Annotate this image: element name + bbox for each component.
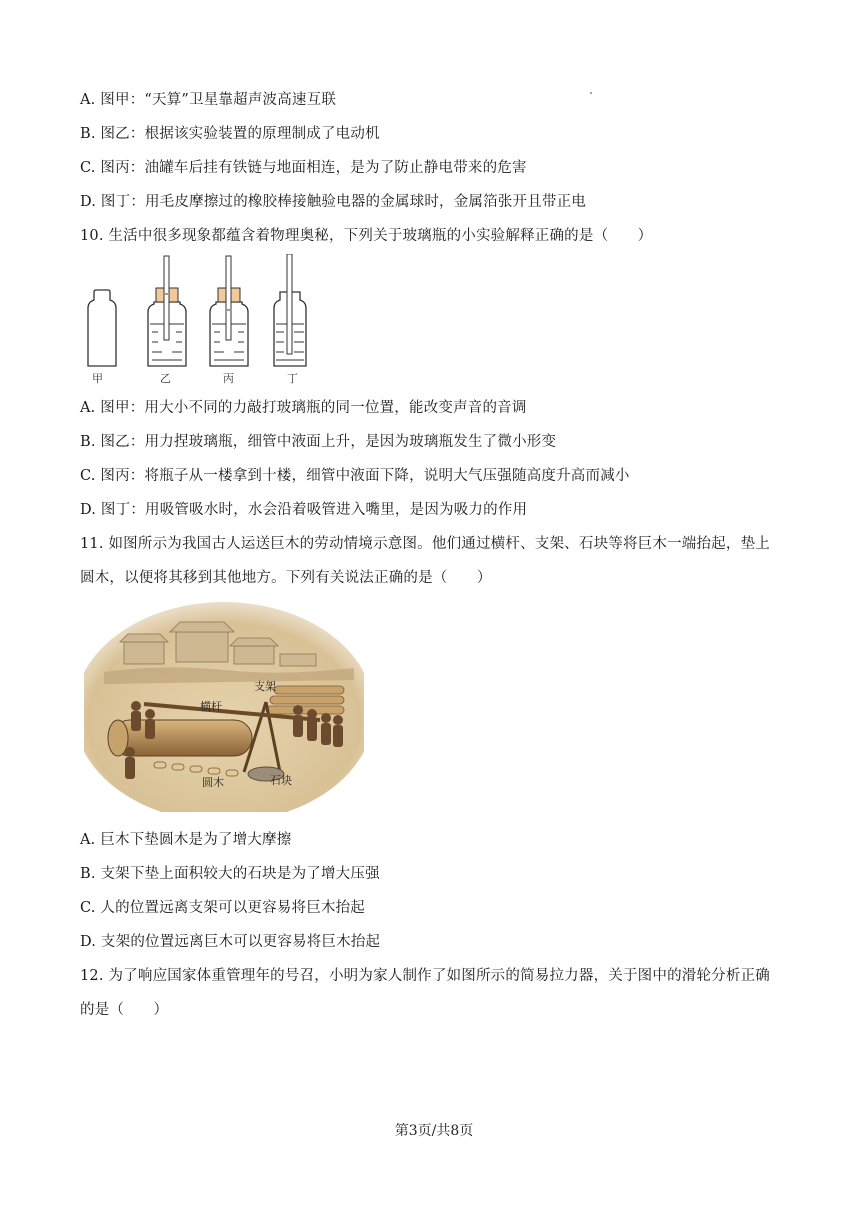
bottle-jia: [88, 290, 116, 366]
q11-option-c: C. 人的位置远离支架可以更容易将巨木抬起: [80, 900, 365, 916]
bottle-diagram: [78, 254, 328, 370]
q9-option-d: D. 图丁：用毛皮摩擦过的橡胶棒接触验电器的金属球时，金属箔张开且带正电: [80, 194, 587, 210]
label-bing: 丙: [223, 372, 234, 385]
label-roller: 圆木: [202, 776, 224, 789]
q11-option-b: B. 支架下垫上面积较大的石块是为了增大压强: [80, 866, 380, 882]
bottle-yi: [148, 256, 186, 366]
label-yi: 乙: [160, 372, 171, 385]
q9-option-b: B. 图乙：根据该实验装置的原理制成了电动机: [80, 126, 380, 142]
label-jia: 甲: [92, 372, 103, 385]
label-ding: 丁: [287, 372, 298, 385]
ancient-log-transport-illustration: [84, 602, 364, 812]
label-stone: 石块: [270, 774, 292, 787]
q9-option-c: C. 图丙：油罐车后挂有铁链与地面相连，是为了防止静电带来的危害: [80, 160, 527, 176]
q10-option-d: D. 图丁：用吸管吸水时，水会沿着吸管进入嘴里，是因为吸力的作用: [80, 502, 528, 518]
q12-stem-line2: 的是（ ）: [80, 1002, 169, 1018]
bottle-figure: [78, 254, 328, 390]
label-lever: 横杆: [200, 700, 222, 713]
q11-option-a: A. 巨木下垫圆木是为了增大摩擦: [80, 832, 292, 848]
q11-option-d: D. 支架的位置远离巨木可以更容易将巨木抬起: [80, 934, 381, 950]
illustration-art: [84, 602, 364, 812]
q11-stem-line2: 圆木，以便将其移到其他地方。下列有关说法正确的是（ ）: [80, 570, 492, 586]
q12-stem-line1: 12. 为了响应国家体重管理年的号召，小明为家人制作了如图所示的简易拉力器，关于图中的滑轮分析正确: [80, 968, 770, 984]
speck: [590, 92, 592, 94]
q9-option-a: A. 图甲：“天算”卫星靠超声波高速互联: [80, 92, 337, 108]
bottle-bing: [210, 256, 248, 366]
label-support: 支架: [254, 680, 276, 693]
q11-stem-line1: 11. 如图所示为我国古人运送巨木的劳动情境示意图。他们通过横杆、支架、石块等将巨木一端抬起，垫上: [80, 536, 770, 552]
q10-option-b: B. 图乙：用力捏玻璃瓶，细管中液面上升，是因为玻璃瓶发生了微小形变: [80, 434, 557, 450]
bottle-ding: [274, 254, 306, 366]
q10-option-a: A. 图甲：用大小不同的力敲打玻璃瓶的同一位置，能改变声音的音调: [80, 400, 527, 416]
page-number: 第3页/共8页: [394, 1123, 474, 1139]
q10-stem: 10. 生活中很多现象都蕴含着物理奥秘，下列关于玻璃瓶的小实验解释正确的是（ ）: [80, 228, 653, 244]
q10-option-c: C. 图丙：将瓶子从一楼拿到十楼，细管中液面下降，说明大气压强随高度升高而减小: [80, 468, 630, 484]
